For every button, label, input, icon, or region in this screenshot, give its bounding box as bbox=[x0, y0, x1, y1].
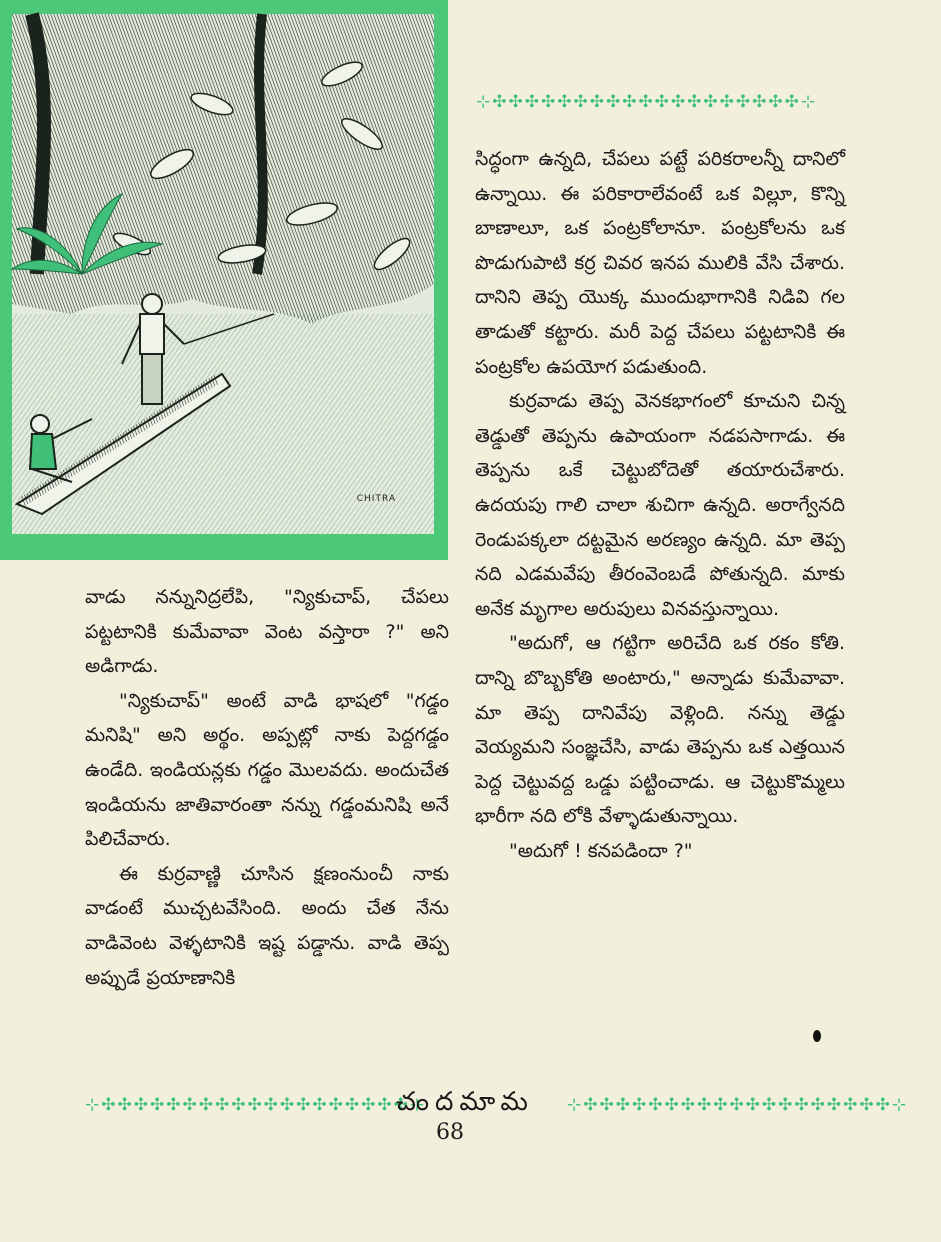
decorative-border-right: ⊹✣✣✣✣✣✣✣✣✣✣✣✣✣✣✣✣✣✣✣⊹ bbox=[567, 1095, 909, 1115]
decorative-border-left: ⊹✣✣✣✣✣✣✣✣✣✣✣✣✣✣✣✣✣✣✣⊹ bbox=[85, 1095, 427, 1115]
paragraph: "అదుగో ! కనపడిందా ?" bbox=[509, 839, 693, 862]
paragraph: కుర్రవాడు తెప్ప వెనకభాగంలో కూచుని చిన్న తెడ్డుతో తెప్పను ఉపాయంగా నడపసాగాడు. ఈ తెప్పను ఒకే చెట్టుబోదెతో తయారుచేశారు. ఉదయపు గాలి చాలా శుచిగా ఉన్నది. అరాగ్వేనది రెండుపక్కలా దట్టమైన అరణ్యం ఉన్నది. మా తెప్ప నది ఎడమవేపు తీరంవెంబడే పోతున్నది. మాకు అనేక మృగాల అరుపులు వినవస్తున్నాయి. bbox=[475, 390, 845, 620]
left-text-column bbox=[85, 580, 449, 995]
page-footer bbox=[85, 1085, 909, 1125]
paragraph: "న్యికుచాప్" అంటే వాడి భాషలో "గడ్డం మనిషి" అని అర్థం. అప్పట్లో నాకు పెద్దగడ్డం ఉండేది. ఇండియన్లకు గడ్డం మొలవదు. అందుచేత ఇండియను జాతివారంతా నన్ను గడ్డంమనిషి అనే పిలిచేవారు. bbox=[85, 689, 449, 851]
paragraph: "అదుగో, ఆ గట్టిగా అరిచేది ఒక రకం కోతి. దాన్ని బొబ్బకోతి అంటారు," అన్నాడు కుమేవావా. మా తెప్ప దానివేపు వెళ్లింది. నన్ను తెడ్డు వెయ్యమని సంజ్ఞచేసి, వాడు తెప్పను ఒక ఎత్తయిన పెద్ద చెట్టువద్ద ఒడ్డు పట్టించాడు. ఆ చెట్టుకొమ్మలు భారీగా నది లోకి వేళ్ళాడుతున్నాయి. bbox=[475, 632, 845, 828]
paragraph: సిద్ధంగా ఉన్నది, చేపలు పట్టే పరికరాలన్నీ దానిలో ఉన్నాయి. ఈ పరికారాలేవంటే ఒక విల్లూ, కొన్ని బాణాలూ, ఒక పంట్రకోలానూ. పంట్రకోలను ఒక పొడుగుపాటి కర్ర చివర ఇనప ములికి వేసి చేశారు. దానిని తెప్ప యొక్క ముందుభాగానికి నిడివి గల తాడుతో కట్టారు. మరీ పెద్ద చేపలు పట్టటానికి ఈ పంట్రకోల ఉపయోగ పడుతుంది. bbox=[475, 148, 845, 378]
right-text-column bbox=[475, 142, 845, 868]
page-number: 68 bbox=[436, 1120, 464, 1145]
paragraph: ఈ కుర్రవాణ్ణి చూసిన క్షణంనుంచీ నాకు వాడంటే ముచ్చటవేసింది. అందు చేత నేను వాడివెంట వెళ్ళటానికి ఇష్ట పడ్డాను. వాడి తెప్ప అప్పుడే ప్రయాణానికి bbox=[85, 862, 449, 989]
ink-dot bbox=[813, 1030, 821, 1042]
jungle-canoe-drawing bbox=[12, 14, 434, 534]
paragraph: వాడు నన్నునిద్రలేపి, "న్యికుచాప్, చేపలు పట్టటానికి కుమేవావా వెంట వస్తారా ?" అని అడిగాడు. bbox=[85, 586, 449, 678]
artist-signature: CHITRA bbox=[356, 494, 396, 504]
magazine-name: చందమామ bbox=[396, 1087, 534, 1117]
story-illustration bbox=[0, 0, 448, 560]
decorative-border-top: ⊹✣✣✣✣✣✣✣✣✣✣✣✣✣✣✣✣✣✣✣⊹ bbox=[476, 92, 818, 112]
illustration-svg bbox=[12, 14, 434, 534]
